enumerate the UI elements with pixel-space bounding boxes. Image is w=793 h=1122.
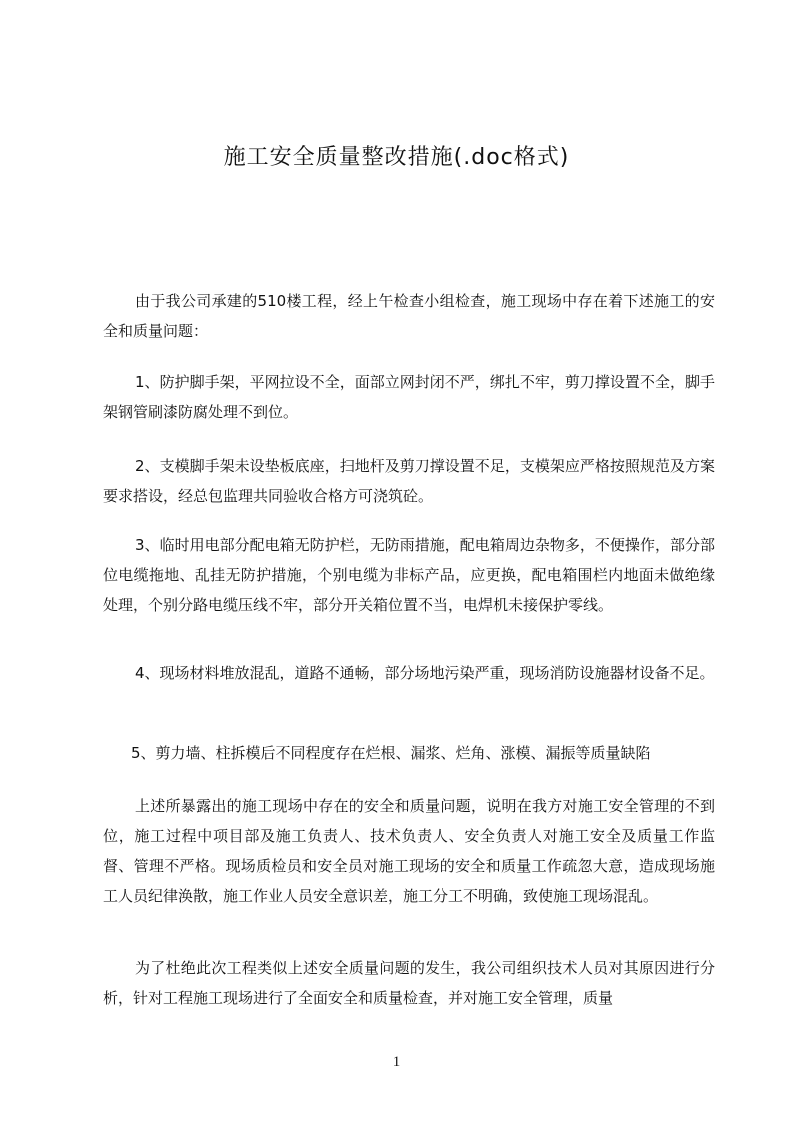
paragraph-item-2: 2、支模脚手架未设垫板底座，扫地杆及剪刀撑设置不足，支模架应严格按照规范及方案要求搭设，经总包监理共同验收合格方可浇筑砼。 [103, 457, 715, 505]
paragraph-item-5: 5、剪力墙、柱拆模后不同程度存在烂根、漏浆、烂角、涨模、漏振等质量缺陷 [131, 744, 651, 762]
paragraph-item-1: 1、防护脚手架，平网拉设不全，面部立网封闭不严，绑扎不牢，剪刀撑设置不全，脚手架钢管刷漆防腐处理不到位。 [103, 373, 715, 421]
paragraph-intro: 由于我公司承建的510楼工程，经上午检查小组检查，施工现场中存在着下述施工的安全和质量问题： [103, 292, 715, 340]
paragraph-measures: 为了杜绝此次工程类似上述安全质量问题的发生，我公司组织技术人员对其原因进行分析，针对工程施工现场进行了全面安全和质量检查，并对施工安全管理，质量 [103, 959, 715, 1007]
paragraph-item-4: 4、现场材料堆放混乱，道路不通畅，部分场地污染严重，现场消防设施器材设备不足。 [135, 664, 715, 682]
paragraph-item-3: 3、临时用电部分配电箱无防护栏，无防雨措施，配电箱周边杂物多，不便操作，部分部位电缆拖地、乱挂无防护措施，个别电缆为非标产品，应更换，配电箱围栏内地面未做绝缘处理，个别分路电缆压线不牢，部分开关箱位置不当，电焊机未接保护零线。 [103, 536, 715, 614]
page-number: 1 [392, 1054, 401, 1070]
document-title: 施工安全质量整改措施(.doc格式) [223, 145, 570, 170]
paragraph-analysis: 上述所暴露出的施工现场中存在的安全和质量问题，说明在我方对施工安全管理的不到位，施工过程中项目部及施工负责人、技术负责人、安全负责人对施工安全及质量工作监督、管理不严格。现场质检员和安全员对施工现场的安全和质量工作疏忽大意，造成现场施工人员纪律涣散，施工作业人员安全意识差，施工分工不明确，致使施工现场混乱。 [103, 797, 715, 905]
